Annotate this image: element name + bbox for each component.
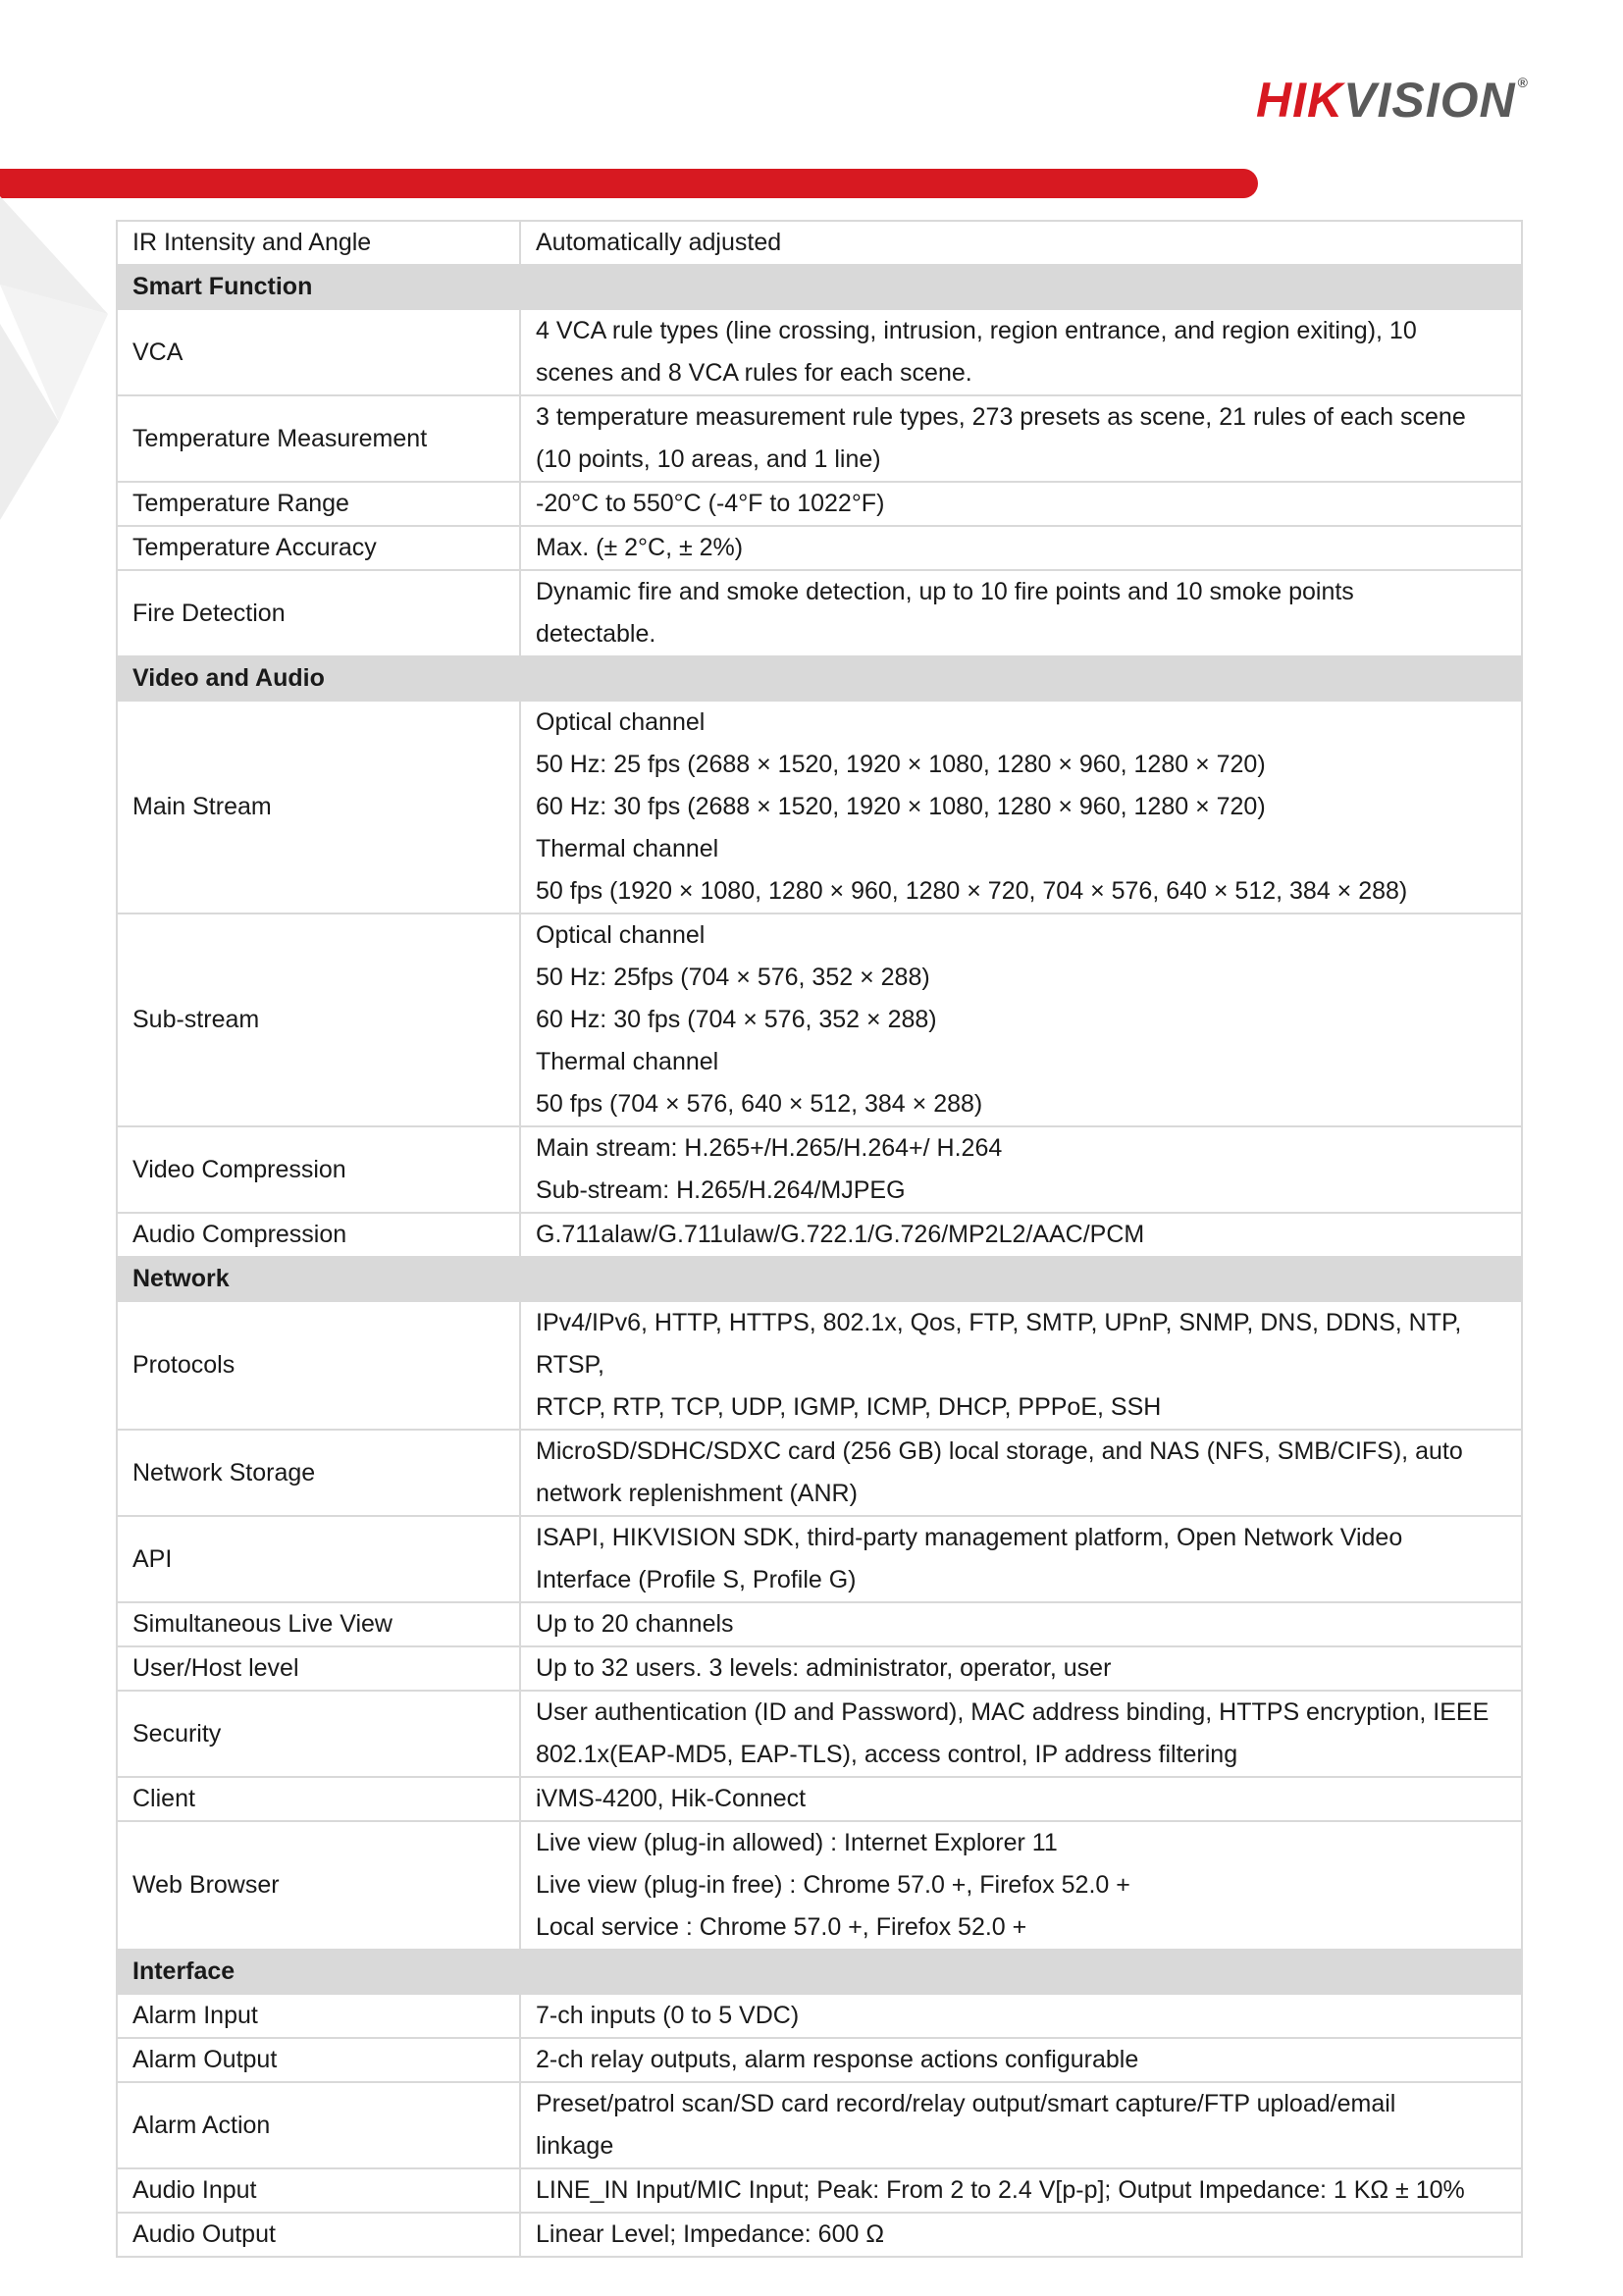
spec-value	[520, 1602, 1522, 1646]
spec-label: Simultaneous Live View	[117, 1602, 520, 1646]
spec-value	[520, 1777, 1522, 1821]
header-red-bar	[0, 169, 1258, 198]
spec-label: Network Storage	[117, 1430, 520, 1516]
spec-label: Fire Detection	[117, 570, 520, 656]
spec-value-line: scenes and 8 VCA rules for each scene.	[536, 359, 972, 387]
spec-row	[117, 1213, 1522, 1257]
spec-row	[117, 1430, 1522, 1516]
spec-row	[117, 1126, 1522, 1213]
spec-label: Temperature Measurement	[117, 395, 520, 482]
spec-row	[117, 2038, 1522, 2082]
spec-row	[117, 1994, 1522, 2038]
spec-row	[117, 2213, 1522, 2257]
spec-label: API	[117, 1516, 520, 1602]
spec-label: Security	[117, 1691, 520, 1777]
spec-value-line: 7-ch inputs (0 to 5 VDC)	[536, 2002, 800, 2029]
spec-value-line: Optical channel	[536, 708, 706, 736]
spec-row	[117, 221, 1522, 265]
spec-row	[117, 701, 1522, 913]
spec-value-line: iVMS-4200, Hik-Connect	[536, 1785, 807, 1812]
spec-label: Audio Input	[117, 2168, 520, 2213]
spec-value-line: 802.1x(EAP-MD5, EAP-TLS), access control, IP address filtering	[536, 1741, 1238, 1768]
spec-value-line: 50 Hz: 25fps (704 × 576, 352 × 288)	[536, 964, 930, 991]
spec-value	[520, 2038, 1522, 2082]
specification-table	[116, 220, 1523, 2258]
spec-label: Main Stream	[117, 701, 520, 913]
spec-value	[520, 1691, 1522, 1777]
spec-label: VCA	[117, 309, 520, 395]
spec-value	[520, 526, 1522, 570]
spec-value	[520, 1213, 1522, 1257]
spec-value-line: Local service : Chrome 57.0 +, Firefox 52.0 +	[536, 1913, 1027, 1941]
section-title: Interface	[117, 1950, 1522, 1994]
spec-value	[520, 2082, 1522, 2168]
spec-value	[520, 570, 1522, 656]
spec-label: Alarm Output	[117, 2038, 520, 2082]
spec-label: Temperature Accuracy	[117, 526, 520, 570]
spec-row	[117, 1777, 1522, 1821]
spec-value-line: network replenishment (ANR)	[536, 1480, 858, 1507]
spec-label: IR Intensity and Angle	[117, 221, 520, 265]
spec-label: Web Browser	[117, 1821, 520, 1950]
spec-value-line: Sub-stream: H.265/H.264/MJPEG	[536, 1176, 906, 1204]
spec-label: Alarm Input	[117, 1994, 520, 2038]
spec-value-line: MicroSD/SDHC/SDXC card (256 GB) local storage, and NAS (NFS, SMB/CIFS), auto	[536, 1437, 1463, 1465]
section-title: Network	[117, 1257, 1522, 1301]
spec-label: Video Compression	[117, 1126, 520, 1213]
spec-row	[117, 482, 1522, 526]
spec-value-line: Live view (plug-in free) : Chrome 57.0 +, Firefox 52.0 +	[536, 1871, 1130, 1899]
spec-value	[520, 1994, 1522, 2038]
spec-value	[520, 221, 1522, 265]
spec-value-line: Dynamic fire and smoke detection, up to 10 fire points and 10 smoke points	[536, 578, 1354, 605]
spec-value-line: Preset/patrol scan/SD card record/relay output/smart capture/FTP upload/email	[536, 2090, 1396, 2117]
spec-value-line: (10 points, 10 areas, and 1 line)	[536, 445, 881, 473]
spec-label: Audio Output	[117, 2213, 520, 2257]
spec-value	[520, 1516, 1522, 1602]
spec-value-line: 60 Hz: 30 fps (704 × 576, 352 × 288)	[536, 1006, 937, 1033]
spec-row	[117, 1602, 1522, 1646]
spec-row	[117, 309, 1522, 395]
spec-value	[520, 1821, 1522, 1950]
spec-value	[520, 1646, 1522, 1691]
spec-label: Audio Compression	[117, 1213, 520, 1257]
spec-value	[520, 1430, 1522, 1516]
spec-value-line: 50 fps (1920 × 1080, 1280 × 960, 1280 × 720, 704 × 576, 640 × 512, 384 × 288)	[536, 877, 1408, 905]
section-title: Video and Audio	[117, 656, 1522, 701]
spec-value-line: Linear Level; Impedance: 600 Ω	[536, 2220, 885, 2248]
spec-value	[520, 913, 1522, 1126]
spec-label: User/Host level	[117, 1646, 520, 1691]
spec-value-line: Thermal channel	[536, 1048, 719, 1075]
spec-value-line: Live view (plug-in allowed) : Internet Explorer 11	[536, 1829, 1058, 1856]
section-title: Smart Function	[117, 265, 1522, 309]
spec-value	[520, 2168, 1522, 2213]
spec-value-line: Interface (Profile S, Profile G)	[536, 1566, 857, 1593]
spec-value	[520, 1126, 1522, 1213]
spec-row	[117, 1821, 1522, 1950]
spec-row	[117, 1516, 1522, 1602]
spec-value-line: detectable.	[536, 620, 656, 648]
spec-value	[520, 2213, 1522, 2257]
spec-label: Temperature Range	[117, 482, 520, 526]
spec-row	[117, 913, 1522, 1126]
spec-row	[117, 395, 1522, 482]
spec-row	[117, 2168, 1522, 2213]
spec-row	[117, 2082, 1522, 2168]
spec-value-line: Thermal channel	[536, 835, 719, 862]
spec-value-line: 2-ch relay outputs, alarm response actions configurable	[536, 2046, 1139, 2073]
spec-value-line: 60 Hz: 30 fps (2688 × 1520, 1920 × 1080, 1280 × 960, 1280 × 720)	[536, 793, 1266, 820]
spec-label: Alarm Action	[117, 2082, 520, 2168]
spec-row	[117, 1301, 1522, 1430]
spec-value-line: 3 temperature measurement rule types, 273 presets as scene, 21 rules of each scene	[536, 403, 1466, 431]
spec-row	[117, 526, 1522, 570]
spec-value-line: LINE_IN Input/MIC Input; Peak: From 2 to 2.4 V[p-p]; Output Impedance: 1 KΩ ± 10%	[536, 2176, 1465, 2204]
spec-value	[520, 309, 1522, 395]
spec-value-line: ISAPI, HIKVISION SDK, third-party management platform, Open Network Video	[536, 1524, 1403, 1551]
spec-value	[520, 701, 1522, 913]
spec-value-line: User authentication (ID and Password), MAC address binding, HTTPS encryption, IEEE	[536, 1698, 1490, 1726]
spec-value-line: Main stream: H.265+/H.265/H.264+/ H.264	[536, 1134, 1003, 1162]
spec-row	[117, 1691, 1522, 1777]
spec-value-line: Up to 32 users. 3 levels: administrator, operator, user	[536, 1654, 1112, 1682]
section-header-row	[117, 656, 1522, 701]
spec-value-line: Max. (± 2°C, ± 2%)	[536, 534, 744, 561]
spec-value-line: 50 fps (704 × 576, 640 × 512, 384 × 288)	[536, 1090, 983, 1118]
spec-value-line: Optical channel	[536, 921, 706, 949]
spec-value-line: 4 VCA rule types (line crossing, intrusion, region entrance, and region exiting), 10	[536, 317, 1417, 344]
spec-value	[520, 395, 1522, 482]
spec-value-line: 50 Hz: 25 fps (2688 × 1520, 1920 × 1080, 1280 × 960, 1280 × 720)	[536, 751, 1266, 778]
spec-label: Protocols	[117, 1301, 520, 1430]
spec-value-line: Automatically adjusted	[536, 229, 782, 256]
spec-value-line: G.711alaw/G.711ulaw/G.722.1/G.726/MP2L2/AAC/PCM	[536, 1221, 1145, 1248]
spec-value-line: -20°C to 550°C (-4°F to 1022°F)	[536, 490, 885, 517]
hikvision-logo: HIKVISION ®	[1256, 73, 1529, 128]
decorative-watermark	[0, 196, 128, 530]
spec-row	[117, 1646, 1522, 1691]
spec-value-line: IPv4/IPv6, HTTP, HTTPS, 802.1x, Qos, FTP, SMTP, UPnP, SNMP, DNS, DDNS, NTP, RTSP,	[536, 1309, 1462, 1379]
section-header-row	[117, 265, 1522, 309]
spec-value	[520, 1301, 1522, 1430]
section-header-row	[117, 1950, 1522, 1994]
spec-label: Client	[117, 1777, 520, 1821]
spec-value	[520, 482, 1522, 526]
spec-label: Sub-stream	[117, 913, 520, 1126]
spec-value-line: Up to 20 channels	[536, 1610, 734, 1638]
spec-value-line: linkage	[536, 2132, 614, 2160]
spec-row	[117, 570, 1522, 656]
section-header-row	[117, 1257, 1522, 1301]
spec-value-line: RTCP, RTP, TCP, UDP, IGMP, ICMP, DHCP, PPPoE, SSH	[536, 1393, 1162, 1421]
